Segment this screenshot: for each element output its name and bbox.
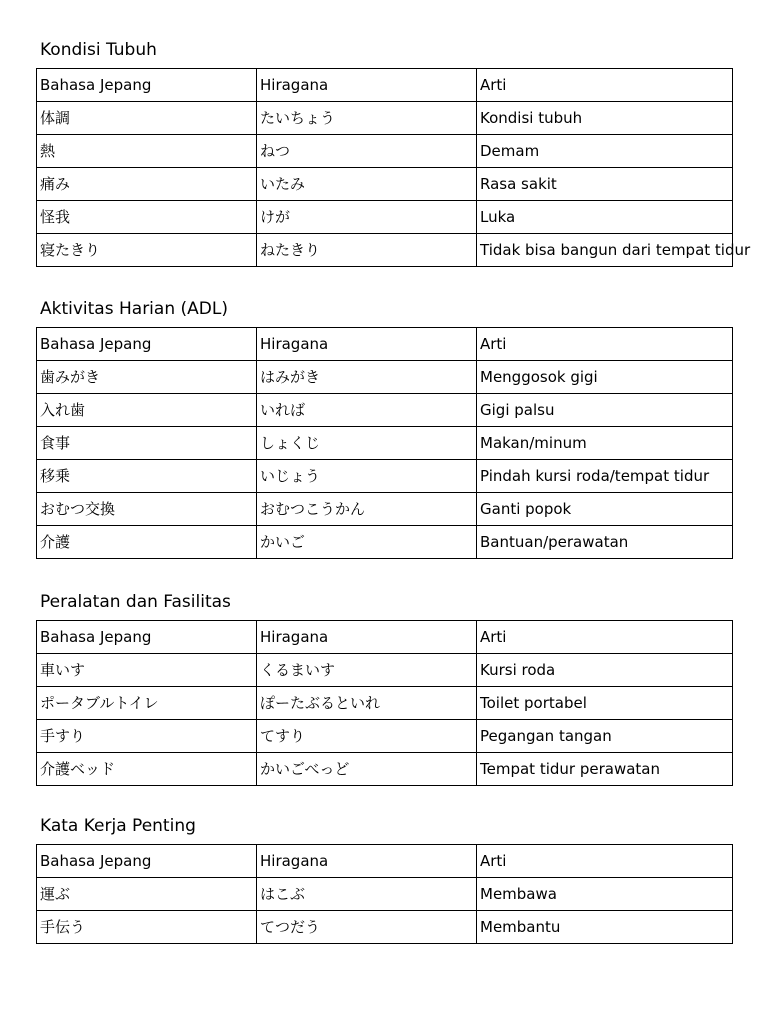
header-bahasa-jepang: Bahasa Jepang <box>37 621 257 654</box>
cell-arti: Membawa <box>477 878 733 911</box>
cell-jp: おむつ交換 <box>37 493 257 526</box>
header-bahasa-jepang: Bahasa Jepang <box>37 845 257 878</box>
cell-hiragana: ねつ <box>257 135 477 168</box>
cell-arti: Pindah kursi roda/tempat tidur <box>477 460 733 493</box>
table-header-row <box>37 621 733 654</box>
table-row <box>37 102 733 135</box>
cell-hiragana: てすり <box>257 720 477 753</box>
cell-arti: Menggosok gigi <box>477 361 733 394</box>
cell-jp: 介護 <box>37 526 257 559</box>
cell-arti: Membantu <box>477 911 733 944</box>
table-row <box>37 911 733 944</box>
cell-arti: Rasa sakit <box>477 168 733 201</box>
cell-arti: Ganti popok <box>477 493 733 526</box>
header-hiragana: Hiragana <box>257 69 477 102</box>
cell-arti: Gigi palsu <box>477 394 733 427</box>
table-row <box>37 753 733 786</box>
header-bahasa-jepang: Bahasa Jepang <box>37 69 257 102</box>
cell-hiragana: たいちょう <box>257 102 477 135</box>
header-hiragana: Hiragana <box>257 621 477 654</box>
header-arti: Arti <box>477 845 733 878</box>
cell-hiragana: いれば <box>257 394 477 427</box>
cell-arti: Tempat tidur perawatan <box>477 753 733 786</box>
header-arti: Arti <box>477 621 733 654</box>
cell-arti: Makan/minum <box>477 427 733 460</box>
cell-jp: 体調 <box>37 102 257 135</box>
section-title-peralatan-fasilitas: Peralatan dan Fasilitas <box>40 592 231 612</box>
cell-jp: 怪我 <box>37 201 257 234</box>
table-row <box>37 460 733 493</box>
table-peralatan-fasilitas <box>36 620 733 786</box>
table-row <box>37 687 733 720</box>
cell-hiragana: かいごべっど <box>257 753 477 786</box>
table-kata-kerja <box>36 844 733 944</box>
cell-jp: 運ぶ <box>37 878 257 911</box>
table-row <box>37 878 733 911</box>
cell-hiragana: ぽーたぶるといれ <box>257 687 477 720</box>
table-row <box>37 168 733 201</box>
table-aktivitas-harian <box>36 327 733 559</box>
header-hiragana: Hiragana <box>257 328 477 361</box>
section-title-kata-kerja: Kata Kerja Penting <box>40 816 196 836</box>
table-row <box>37 427 733 460</box>
cell-arti: Pegangan tangan <box>477 720 733 753</box>
table-row <box>37 526 733 559</box>
cell-arti: Luka <box>477 201 733 234</box>
cell-jp: ポータブルトイレ <box>37 687 257 720</box>
header-hiragana: Hiragana <box>257 845 477 878</box>
table-header-row <box>37 69 733 102</box>
cell-hiragana: ねたきり <box>257 234 477 267</box>
cell-jp: 寝たきり <box>37 234 257 267</box>
header-arti: Arti <box>477 69 733 102</box>
cell-hiragana: かいご <box>257 526 477 559</box>
cell-jp: 手伝う <box>37 911 257 944</box>
table-row <box>37 201 733 234</box>
table-row <box>37 654 733 687</box>
table-row <box>37 720 733 753</box>
cell-arti: Bantuan/perawatan <box>477 526 733 559</box>
cell-hiragana: くるまいす <box>257 654 477 687</box>
header-bahasa-jepang: Bahasa Jepang <box>37 328 257 361</box>
cell-jp: 移乗 <box>37 460 257 493</box>
cell-hiragana: いたみ <box>257 168 477 201</box>
cell-jp: 食事 <box>37 427 257 460</box>
cell-hiragana: おむつこうかん <box>257 493 477 526</box>
cell-arti: Toilet portabel <box>477 687 733 720</box>
cell-hiragana: けが <box>257 201 477 234</box>
table-row <box>37 493 733 526</box>
cell-hiragana: いじょう <box>257 460 477 493</box>
cell-hiragana: はこぶ <box>257 878 477 911</box>
cell-jp: 熱 <box>37 135 257 168</box>
cell-jp: 車いす <box>37 654 257 687</box>
cell-jp: 手すり <box>37 720 257 753</box>
cell-jp: 入れ歯 <box>37 394 257 427</box>
table-kondisi-tubuh <box>36 68 751 267</box>
cell-jp: 痛み <box>37 168 257 201</box>
cell-arti: Demam <box>477 135 733 168</box>
table-row <box>37 234 733 267</box>
table-row <box>37 135 733 168</box>
table-row <box>37 394 733 427</box>
cell-hiragana: はみがき <box>257 361 477 394</box>
table-row <box>37 361 733 394</box>
section-title-kondisi-tubuh: Kondisi Tubuh <box>40 40 157 60</box>
table-header-row <box>37 328 733 361</box>
header-arti: Arti <box>477 328 733 361</box>
cell-jp: 介護ベッド <box>37 753 257 786</box>
section-title-aktivitas-harian: Aktivitas Harian (ADL) <box>40 299 228 319</box>
cell-jp: 歯みがき <box>37 361 257 394</box>
cell-arti: Tidak bisa bangun dari tempat tidur <box>477 234 733 267</box>
cell-arti: Kondisi tubuh <box>477 102 733 135</box>
cell-hiragana: てつだう <box>257 911 477 944</box>
cell-hiragana: しょくじ <box>257 427 477 460</box>
cell-arti: Kursi roda <box>477 654 733 687</box>
table-header-row <box>37 845 733 878</box>
